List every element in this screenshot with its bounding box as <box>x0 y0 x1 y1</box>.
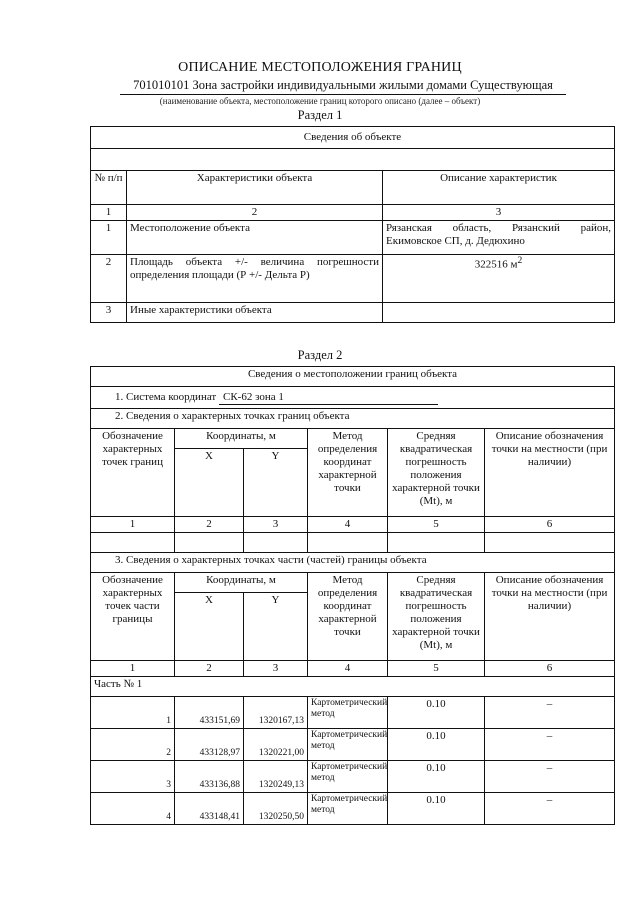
point-accuracy: 0.10 <box>388 729 485 761</box>
empty-cell <box>175 533 244 553</box>
empty-row <box>91 149 615 171</box>
point-number: 2 <box>91 729 175 761</box>
description-header: Описание обозначения точки на местности (при наличии) <box>485 429 615 517</box>
description-header: Описание обозначения точки на местности (при наличии) <box>485 573 615 661</box>
index-cell: 1 <box>91 205 127 221</box>
point-y: 1320249,13 <box>244 761 308 793</box>
index-cell: 2 <box>175 517 244 533</box>
section2-label: Раздел 2 <box>297 348 343 362</box>
point-x: 433136,88 <box>175 761 244 793</box>
row-number: 3 <box>91 303 127 323</box>
index-cell: 6 <box>485 517 615 533</box>
parts-title: 3. Сведения о характерных точках части (частей) границы объекта <box>91 553 615 573</box>
area-unit-sup: 2 <box>517 256 523 266</box>
point-accuracy: 0.10 <box>388 697 485 729</box>
y-header: Y <box>244 593 308 661</box>
index-cell: 4 <box>308 517 388 533</box>
point-number: 4 <box>91 793 175 825</box>
empty-cell <box>91 533 175 553</box>
index-cell: 3 <box>383 205 615 221</box>
index-cell: 5 <box>388 661 485 677</box>
col-num-header: № п/п <box>91 171 127 205</box>
table-row <box>91 255 615 303</box>
object-info-table <box>90 126 615 323</box>
empty-cell <box>388 533 485 553</box>
coord-system-value: СК-62 зона 1 <box>219 391 438 405</box>
boundary-table-title: Сведения о местоположении границ объекта <box>91 367 615 387</box>
point-x: 433151,69 <box>175 697 244 729</box>
point-method: Картометрический метод <box>308 793 388 825</box>
row-value <box>383 303 615 323</box>
accuracy-header: Средняя квадратическая погрешность положения характерной точки (Mt), м <box>388 429 485 517</box>
table-row <box>91 793 615 825</box>
point-number: 3 <box>91 761 175 793</box>
point-method: Картометрический метод <box>308 761 388 793</box>
point-y: 1320221,00 <box>244 729 308 761</box>
boundary-table <box>90 366 615 825</box>
accuracy-header: Средняя квадратическая погрешность положения характерной точки (Mt), м <box>388 573 485 661</box>
coords-header: Координаты, м <box>175 429 308 449</box>
empty-cell <box>308 533 388 553</box>
empty-cell <box>485 533 615 553</box>
index-cell: 3 <box>244 661 308 677</box>
point-accuracy: 0.10 <box>388 793 485 825</box>
row-characteristic: Площадь объекта +/- величина погрешности определения площади (Р +/- Дельта Р) <box>127 255 383 303</box>
object-info-title: Сведения об объекте <box>91 127 615 149</box>
method-header: Метод определения координат характерной точки <box>308 429 388 517</box>
coords-header: Координаты, м <box>175 573 308 593</box>
point-x: 433128,97 <box>175 729 244 761</box>
part-point-id-header: Обозначение характерных точек части границы <box>91 573 175 661</box>
index-cell: 2 <box>175 661 244 677</box>
index-cell: 4 <box>308 661 388 677</box>
x-header: X <box>175 593 244 661</box>
empty-cell <box>244 533 308 553</box>
row-number: 2 <box>91 255 127 303</box>
part-label: Часть № 1 <box>91 677 615 697</box>
point-description: – <box>485 729 615 761</box>
empty-row <box>91 533 615 553</box>
section1-label: Раздел 1 <box>297 108 343 122</box>
area-value-cell <box>383 255 615 303</box>
row-characteristic: Иные характеристики объекта <box>127 303 383 323</box>
point-method: Картометрический метод <box>308 729 388 761</box>
area-value: 322516 м <box>474 258 518 271</box>
point-accuracy: 0.10 <box>388 761 485 793</box>
points-title: 2. Сведения о характерных точках границ объекта <box>91 409 615 429</box>
index-cell: 6 <box>485 661 615 677</box>
index-cell: 1 <box>91 661 175 677</box>
row-value: Рязанская область, Рязанский район, Екимовское СП, д. Дедюхино <box>383 221 615 255</box>
object-name: 701010101 Зона застройки индивидуальными жилыми домами Существующая <box>120 78 566 95</box>
index-cell: 3 <box>244 517 308 533</box>
table-row <box>91 303 615 323</box>
point-id-header: Обозначение характерных точек границ <box>91 429 175 517</box>
row-number: 1 <box>91 221 127 255</box>
index-cell: 2 <box>127 205 383 221</box>
table-row <box>91 697 615 729</box>
point-y: 1320167,13 <box>244 697 308 729</box>
table-row <box>91 761 615 793</box>
table-row <box>91 221 615 255</box>
point-x: 433148,41 <box>175 793 244 825</box>
point-method: Картометрический метод <box>308 697 388 729</box>
index-cell: 1 <box>91 517 175 533</box>
point-number: 1 <box>91 697 175 729</box>
method-header: Метод определения координат характерной точки <box>308 573 388 661</box>
document-title: ОПИСАНИЕ МЕСТОПОЛОЖЕНИЯ ГРАНИЦ <box>178 60 462 75</box>
object-note: (наименование объекта, местоположение границ которого описано (далее – объект) <box>159 96 481 106</box>
point-description: – <box>485 793 615 825</box>
col-char-header: Характеристики объекта <box>127 171 383 205</box>
row-characteristic: Местоположение объекта <box>127 221 383 255</box>
point-description: – <box>485 761 615 793</box>
col-desc-header: Описание характеристик <box>383 171 615 205</box>
coord-system-row <box>91 387 615 409</box>
point-description: – <box>485 697 615 729</box>
coord-system-label: 1. Система координат <box>115 390 217 403</box>
table-row <box>91 729 615 761</box>
y-header: Y <box>244 449 308 517</box>
index-cell: 5 <box>388 517 485 533</box>
point-y: 1320250,50 <box>244 793 308 825</box>
x-header: X <box>175 449 244 517</box>
